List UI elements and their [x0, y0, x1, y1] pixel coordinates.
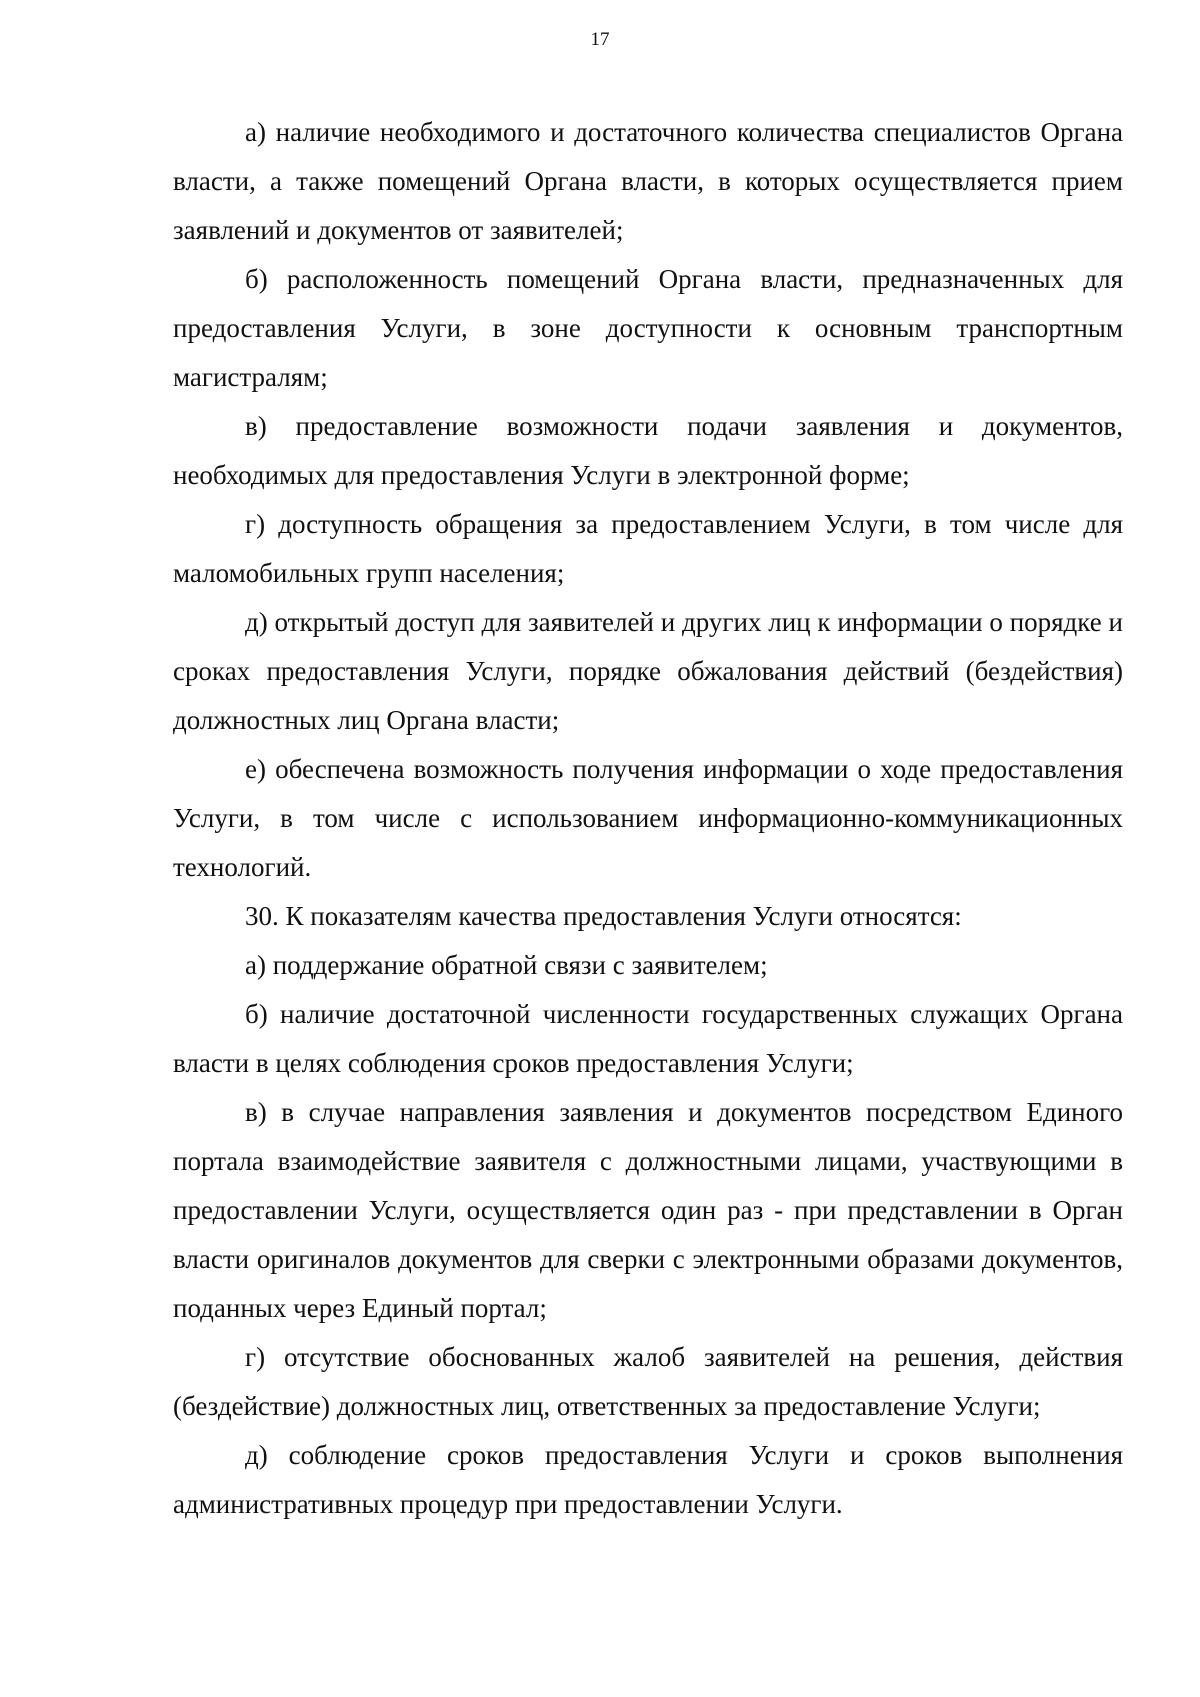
paragraph-d-open-access: д) открытый доступ для заявителей и других лиц к информации о порядке и сроках предоставления Услуги, порядке обжалования действий (бездействия) должностных лиц Органа власти;: [173, 607, 1123, 735]
paragraph-a-feedback: а) поддержание обратной связи с заявителем;: [245, 950, 768, 980]
paragraph-g-no-complaints: г) отсутствие обоснованных жалоб заявителей на решения, действия (бездействие) должностных лиц, ответственных за предоставление Услуги;: [173, 1342, 1123, 1421]
paragraph-v-single-portal: в) в случае направления заявления и документов посредством Единого портала взаимодействие заявителя с должностными лицами, участвующими в предоставлении Услуги, осуществляется один раз - при представлении в Орган власти оригиналов документов для сверки с электронными образами документов, поданных через Единый портал;: [173, 1097, 1123, 1323]
paragraph-b-location: б) расположенность помещений Органа власти, предназначенных для предоставления Услуги, в зоне доступности к основным транспортным магистралям;: [173, 264, 1123, 392]
paragraph-30-quality-indicators: 30. К показателям качества предоставления Услуги относятся:: [245, 901, 962, 931]
paragraph-e-progress-info: е) обеспечена возможность получения информации о ходе предоставления Услуги, в том числе с использованием информационно-коммуникационных технологий.: [173, 754, 1123, 882]
document-body: [173, 108, 1123, 1529]
paragraph-d-deadlines: д) соблюдение сроков предоставления Услуги и сроков выполнения административных процедур при предоставлении Услуги.: [173, 1440, 1123, 1519]
paragraph-g-accessibility: г) доступность обращения за предоставлением Услуги, в том числе для маломобильных групп населения;: [173, 509, 1123, 588]
page-number: 17: [590, 29, 610, 50]
paragraph-a-staff-premises: а) наличие необходимого и достаточного количества специалистов Органа власти, а также помещений Органа власти, в которых осуществляется прием заявлений и документов от заявителей;: [173, 117, 1123, 245]
paragraph-b-sufficient-staff: б) наличие достаточной численности государственных служащих Органа власти в целях соблюдения сроков предоставления Услуги;: [173, 999, 1123, 1078]
paragraph-v-electronic-form: в) предоставление возможности подачи заявления и документов, необходимых для предоставления Услуги в электронной форме;: [173, 411, 1123, 490]
